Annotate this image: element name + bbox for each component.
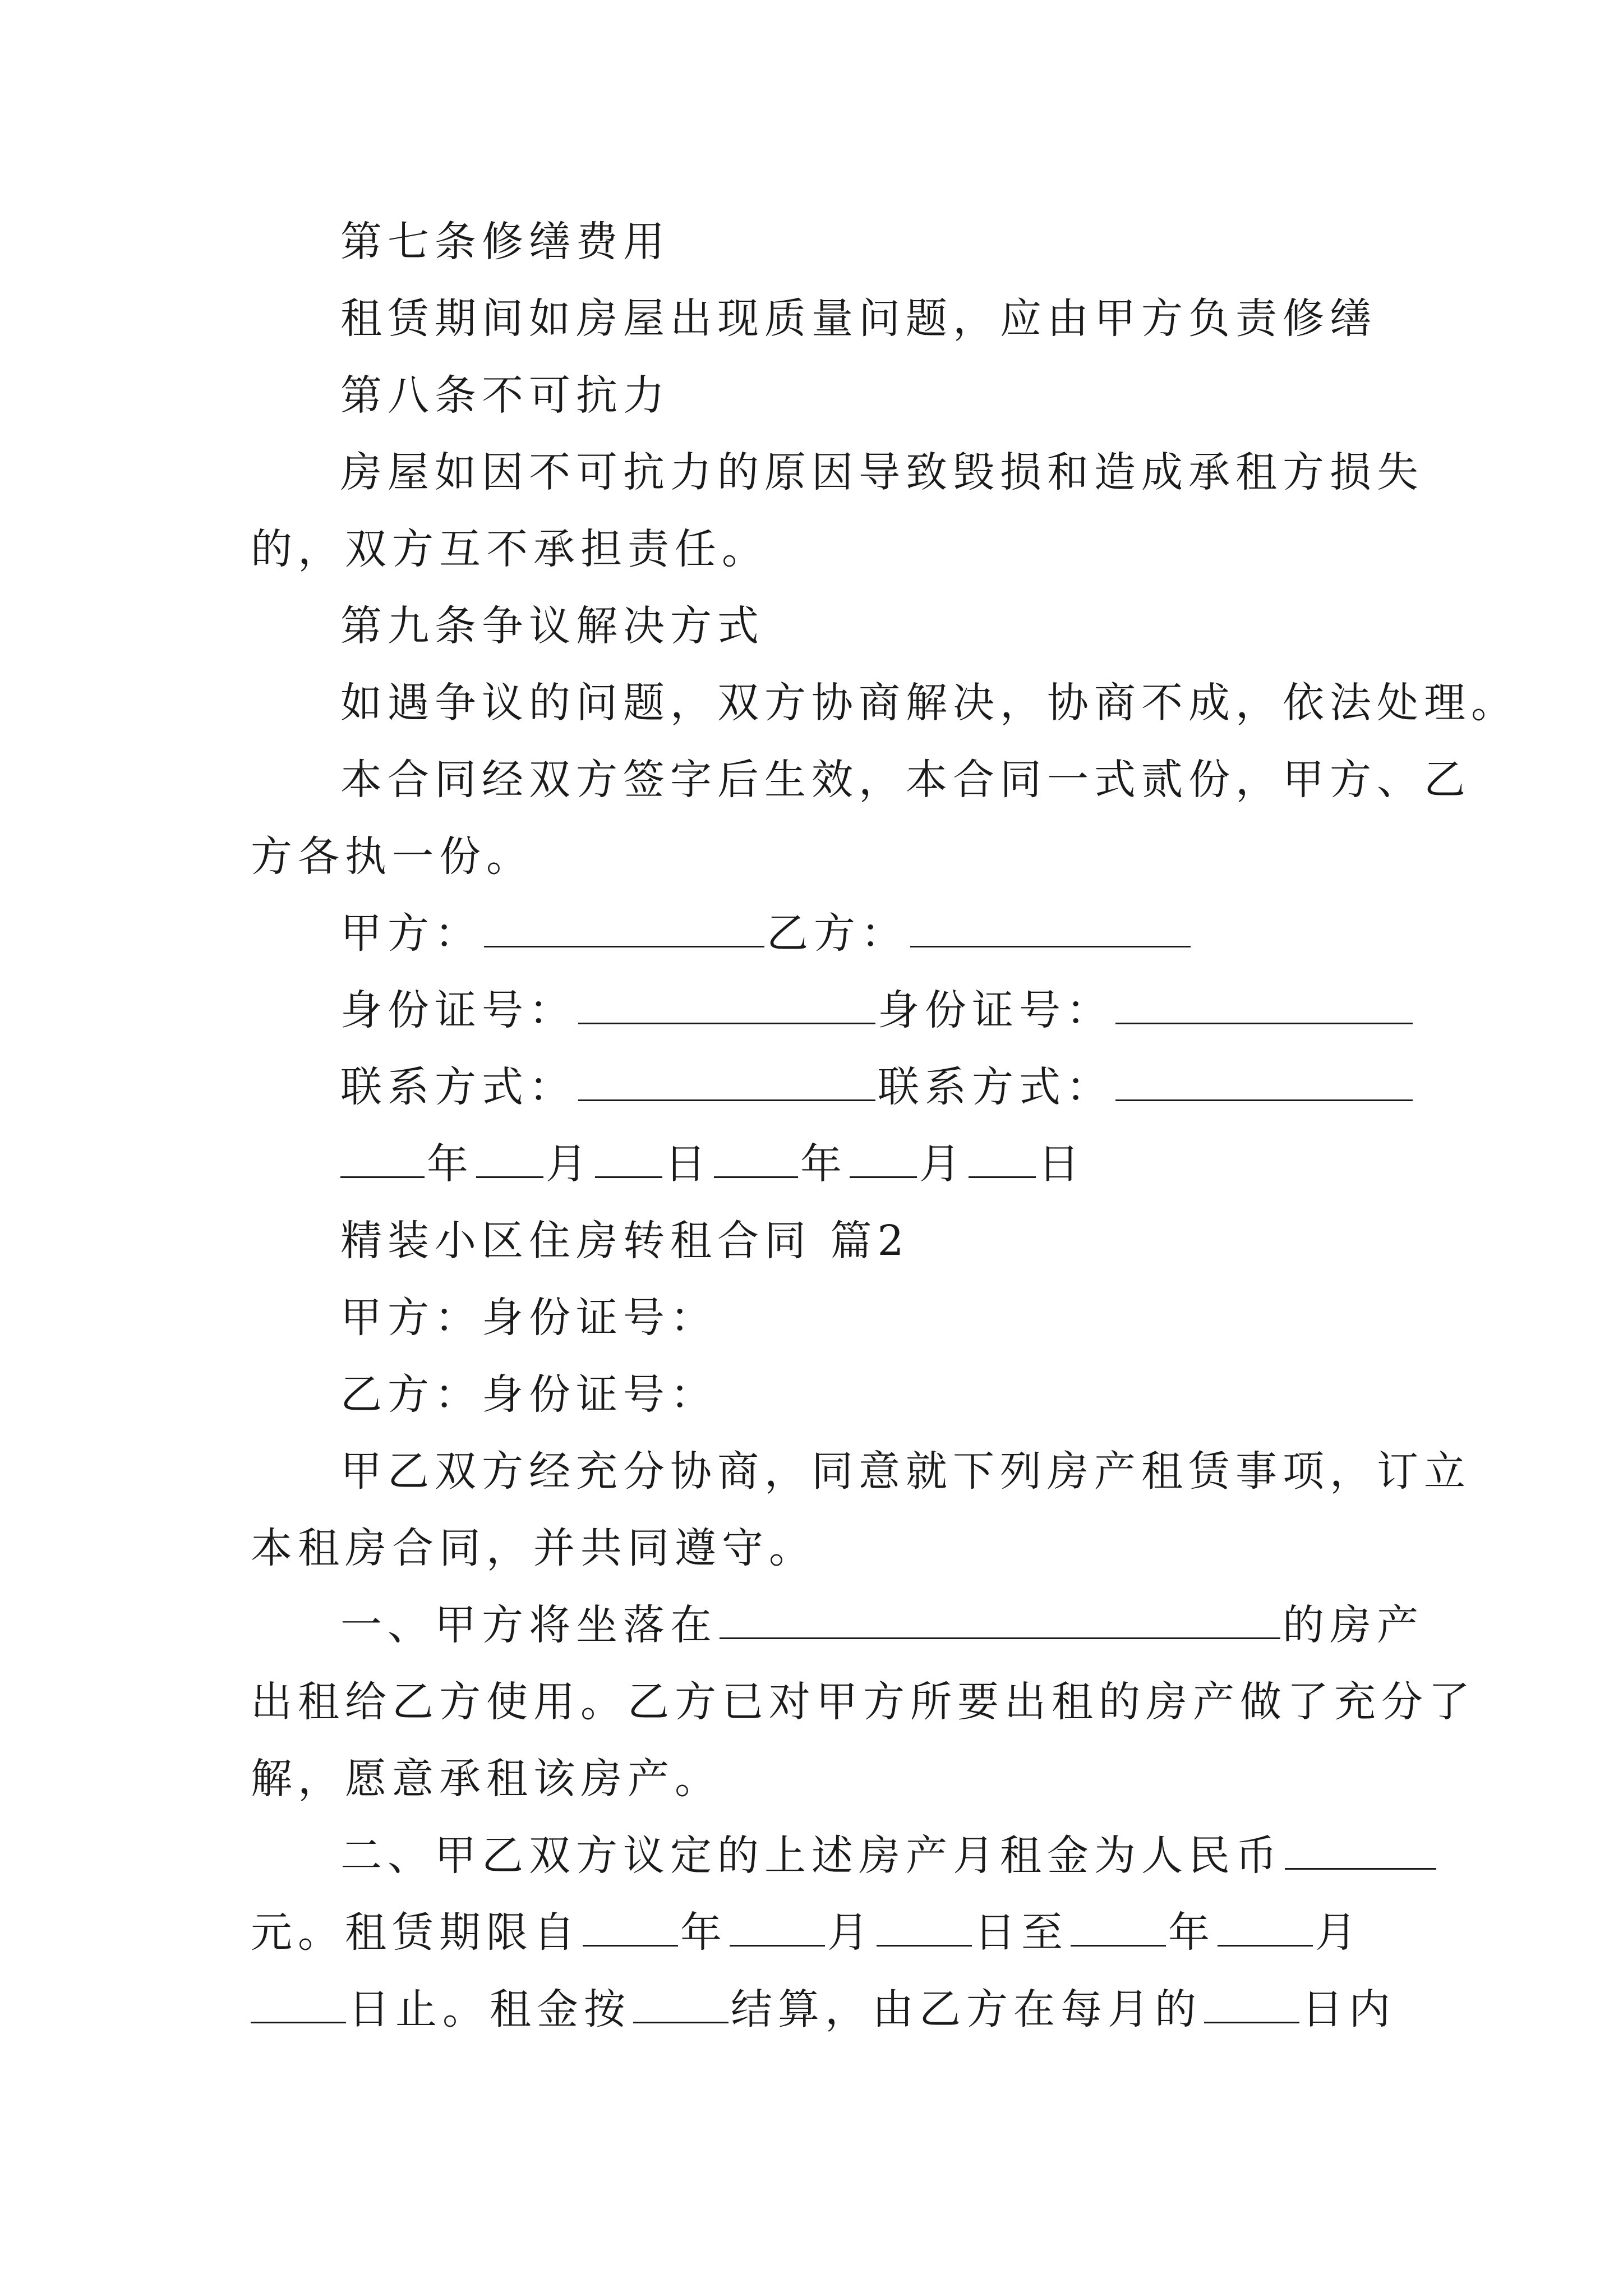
party-b-label: 乙方： (767, 909, 908, 958)
start-month-blank (730, 1904, 825, 1947)
party-b-blank (910, 905, 1191, 947)
section2-intro-line2: 本租房合同，并共同遵守。 (251, 1524, 816, 1572)
id-b-blank (1115, 982, 1413, 1024)
clause1-pre: 一、甲方将坐落在 (340, 1601, 717, 1649)
effect-clause-line2: 方各执一份。 (251, 832, 533, 881)
date-b-day-blank (969, 1136, 1036, 1178)
party-a-blank (484, 905, 764, 947)
article-8-text-line2: 的，双方互不承担责任。 (251, 525, 769, 573)
clause1-line1 (340, 1587, 1424, 1664)
date-a-month-label: 月 (546, 1140, 593, 1188)
id-a-label: 身份证号： (340, 986, 576, 1034)
property-location-blank (720, 1597, 1280, 1639)
date-b-day-label: 日 (1038, 1140, 1085, 1188)
date-a-year-label: 年 (427, 1140, 474, 1188)
signature-id-row (340, 972, 1415, 1049)
clause2-line2 (251, 1894, 1362, 1971)
clause2-line3 (251, 1971, 1396, 2048)
article-7-text: 租赁期间如房屋出现质量问题，应由甲方负责修缮 (340, 295, 1377, 343)
party-a-label: 甲方： (340, 909, 482, 958)
date-b-year-label: 年 (800, 1140, 847, 1188)
rent-amount-blank (1285, 1828, 1436, 1870)
settlement-period-blank (633, 1981, 728, 2023)
article-7-title: 第七条修缮费用 (340, 218, 670, 266)
contact-a-blank (578, 1059, 875, 1101)
contact-b-blank (1115, 1059, 1413, 1101)
signature-date-row (340, 1126, 1085, 1203)
clause2-day-end: 日止。租金按 (348, 1985, 631, 2033)
clause1-line2: 出租给乙方使用。乙方已对甲方所要出租的房产做了充分了 (251, 1678, 1476, 1726)
clause2-year2: 年 (1168, 1908, 1215, 1957)
date-a-month-blank (476, 1136, 543, 1178)
signature-party-row (340, 895, 1193, 972)
clause2-yuan: 元。租赁期限自 (251, 1908, 580, 1957)
end-year-blank (1071, 1904, 1166, 1947)
signature-contact-row (340, 1049, 1415, 1126)
contact-b-label: 联系方式： (878, 1063, 1113, 1111)
id-b-label: 身份证号： (878, 986, 1113, 1034)
effect-clause-line1: 本合同经双方签字后生效，本合同一式贰份，甲方、乙 (340, 756, 1471, 804)
clause2-day-to: 日至 (974, 1908, 1068, 1957)
id-a-blank (578, 982, 875, 1024)
section2-party-a-id: 甲方：身份证号： (340, 1294, 717, 1342)
date-b-month-label: 月 (919, 1140, 966, 1188)
clause1-line3: 解，愿意承租该房产。 (251, 1755, 722, 1803)
article-9-text: 如遇争议的问题，双方协商解决，协商不成，依法处理。 (340, 679, 1518, 727)
end-month-blank (1218, 1904, 1313, 1947)
date-a-year-blank (340, 1136, 425, 1178)
article-8-title: 第八条不可抗力 (340, 371, 670, 420)
end-day-blank (251, 1981, 346, 2023)
date-a-day-label: 日 (665, 1140, 712, 1188)
clause2-month: 月 (827, 1908, 874, 1957)
date-b-year-blank (714, 1136, 798, 1178)
article-8-text-line1: 房屋如因不可抗力的原因导致毁损和造成承租方损失 (340, 448, 1424, 496)
date-b-month-blank (850, 1136, 917, 1178)
clause2-settle: 结算，由乙方在每月的 (731, 1985, 1202, 2033)
section2-party-b-id: 乙方：身份证号： (340, 1370, 717, 1419)
article-9-title: 第九条争议解决方式 (340, 602, 764, 650)
clause2-year: 年 (680, 1908, 727, 1957)
clause2-within: 日内 (1302, 1985, 1396, 2033)
section2-intro-line1: 甲乙双方经充分协商，同意就下列房产租赁事项，订立 (340, 1447, 1471, 1496)
contact-a-label: 联系方式： (340, 1063, 576, 1111)
clause1-post: 的房产 (1283, 1601, 1424, 1649)
start-day-blank (877, 1904, 972, 1947)
clause2-pre: 二、甲乙双方议定的上述房产月租金为人民币 (340, 1832, 1283, 1880)
clause2-month2: 月 (1315, 1908, 1362, 1957)
section2-title: 精装小区住房转租合同 篇2 (340, 1217, 910, 1265)
clause2-line1 (340, 1818, 1438, 1894)
payment-day-blank (1204, 1981, 1299, 2023)
date-a-day-blank (595, 1136, 662, 1178)
start-year-blank (583, 1904, 678, 1947)
